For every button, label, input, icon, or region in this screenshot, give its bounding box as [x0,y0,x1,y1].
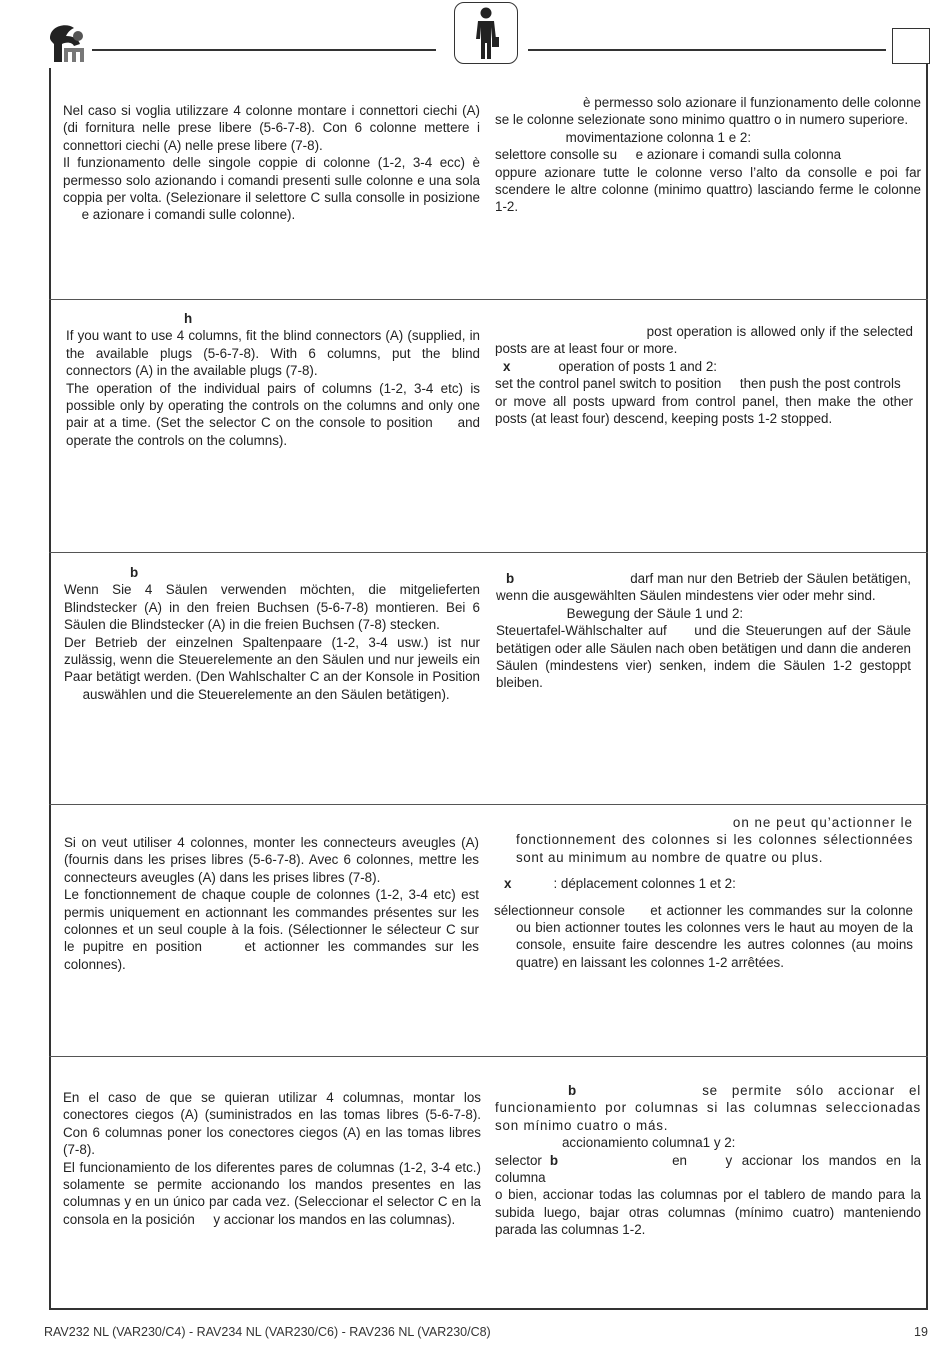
header-rule-left [92,49,436,51]
section-marker: h [184,311,193,326]
paragraph: sélectionneur console et actionner les commandes sur la colonne ou bien actionner toutes les colonnes vers le haut au moyen de la console, ensuite faire descendre les autres colonnes (au moins quatre) en laissant les colonnes 1-2 arrêtées. [494,902,913,970]
inline-marker: x [503,358,511,374]
paragraph: x operation of posts 1 and 2: [495,358,913,375]
paragraph: or move all posts upward from control panel, then make the other posts (at least four) descend, keeping posts 1-2 stopped. [495,393,913,427]
section-divider [49,804,928,805]
paragraph: En el caso de que se quieran utilizar 4 columnas, montar los conectores ciegos (A) (suministrados en las tomas libres (5-6-7-8). Con 6 columnas poner los conectores ciegos (A) en las tomas libres (7-8). [63,1090,481,1158]
section-es-left [63,1089,481,1228]
paragraph: Bewegung der Säule 1 und 2: [496,605,744,621]
paragraph: o bien, accionar todas las columnas por el tablero de mando para la subida luego, bajar otras columnas (mínimo cuatro) manteniendo parada las columnas 1-2. [495,1187,921,1238]
section-fr-right [494,814,913,971]
paragraph: Wenn Sie 4 Säulen verwenden möchten, die mitgelieferten Blindstecker (A) in den freien Buchsen (5-6-7-8) montieren. Bei 6 Säulen die Blindstecker (A) in die freien Buchsen (7-8) stecken. [64,582,480,633]
inline-marker: b [568,1083,577,1098]
section-fr-left [64,834,479,973]
inline-marker: b [506,571,515,586]
page-number: 19 [914,1325,928,1339]
paragraph: accionamiento columna1 y 2: [495,1135,736,1151]
paragraph: x : déplacement colonnes 1 et 2: [494,875,913,892]
lift-logo-icon [44,18,88,66]
paragraph: oppure azionare tutte le colonne verso l’alto da consolle e poi far scendere le altre colonne (minimo quattro) lasciando ferme le colonne 1-2. [495,164,921,215]
section-de-left [64,564,480,703]
frame-bottom-border [49,1308,928,1310]
section-en-left [66,310,480,449]
section-divider [49,1056,928,1057]
paragraph: b darf man nur den Betrieb der Säulen betätigen, wenn die ausgewählten Säulen mindestens vier oder mehr sind. [496,571,911,604]
paragraph: è permesso solo azionare il funzionamento delle colonne se le colonne selezionate sono minimo quattro o in numero superiore. [495,95,921,128]
paragraph: set the control panel switch to position then push the post controls [495,376,901,392]
paragraph: Steuertafel-Wählschalter auf und die Steuerungen auf der Säule betätigen oder alle Säulen nach oben betätigen und dann die anderen Säulen (mindestens vier) senken, indem die Säulen 1-2 gestoppt bleiben. [496,623,911,691]
section-divider [49,552,928,553]
paragraph: Si on veut utiliser 4 colonnes, monter les connecteurs aveugles (A) (fournis dans les prises libres (5-6-7-8). Avec 6 colonnes, mettre les connecteurs aveugles (A) dans les prises libres (7-8). [64,835,479,885]
section-de-right [496,570,911,692]
paragraph: Nel caso si voglia utilizzare 4 colonne montare i connettori ciechi (A) (di fornitura nelle prese libere (5-6-7-8). Con 6 colonne mettere i connettori ciechi (A) nelle prese libere (7-8). [63,103,480,153]
paragraph: selettore consolle su e azionare i comandi sulla colonna [495,147,842,163]
section-en-right [495,323,913,427]
section-divider [49,299,928,300]
paragraph: selector b en y accionar los mandos en la columna [495,1152,921,1186]
paragraph: The operation of the individual pairs of columns (1-2, 3-4 etc) is possible only by operating the controls on the columns and only one pair at a time. (Set the selector C on the console to position and operate the controls on the columns). [66,380,480,448]
paragraph: Le fonctionnement de chaque couple de colonnes (1-2, 3-4 etc) est permis uniquement en actionnant les commandes présentes sur les colonnes et un seul couple à la fois. (Sélectionner le sélecteur C sur le pupitre en position et actionner les commandes sur les colonnes). [64,887,479,972]
paragraph: Il funzionamento delle singole coppie di colonne (1-2, 3-4 ecc) è permesso solo azionando i comandi presenti sulle colonne e una sola coppia per volta. (Selezionare il selettore C sulla consolle in posizione e azionare i comandi sulle colonne). [63,155,480,223]
footer-model-text: RAV232 NL (VAR230/C4) - RAV234 NL (VAR230/C6) - RAV236 NL (VAR230/C8) [44,1325,491,1339]
paragraph: b se permite sólo accionar el funcionamiento por columnas si las columnas seleccionadas son mínimo cuatro o más. [495,1083,921,1133]
section-it-right [495,94,921,216]
frame-left-border [49,68,51,1310]
paragraph: El funcionamiento de los diferentes pares de columnas (1-2, 3-4 etc.) solamente se permite accionando los mandos presentes en las columnas y en un único par cada vez. (Seleccionar el selector C en la consola en la posición y accionar los mandos en las columnas). [63,1159,481,1227]
paragraph: on ne peut qu’actionner le [732,815,913,830]
frame-right-border [926,64,928,1310]
section-it-left [63,102,480,224]
paragraph: If you want to use 4 columns, fit the blind connectors (A) (supplied, in the available plugs (5-6-7-8). With 6 columns, put the blind connectors (A) in the available plugs (7-8). [66,328,480,379]
section-es-right [495,1082,921,1239]
inline-marker: b [549,1152,559,1168]
inline-marker: x [504,876,512,892]
paragraph: post operation is allowed only if the selected posts are at least four or more. [495,324,913,357]
paragraph: movimentazione colonna 1 e 2: [495,129,752,145]
section-marker: b [130,565,139,580]
header-rule-right [528,49,886,51]
language-flag-box [892,28,930,64]
paragraph: Der Betrieb der einzelnen Spaltenpaare (1-2, 3-4 usw.) ist nur zulässig, wenn die Steuerelemente an den Säulen und nur jeweils ein Paar betätigt werden. (Den Wahlschalter C an der Konsole in Position auswählen und die Steuerelemente an den Säulen betätigen). [64,634,480,702]
paragraph: fonctionnement des colonnes si les colonnes sélectionnées sont au minimum au nombre de quatre ou plus. [516,832,913,865]
person-icon [454,2,518,64]
